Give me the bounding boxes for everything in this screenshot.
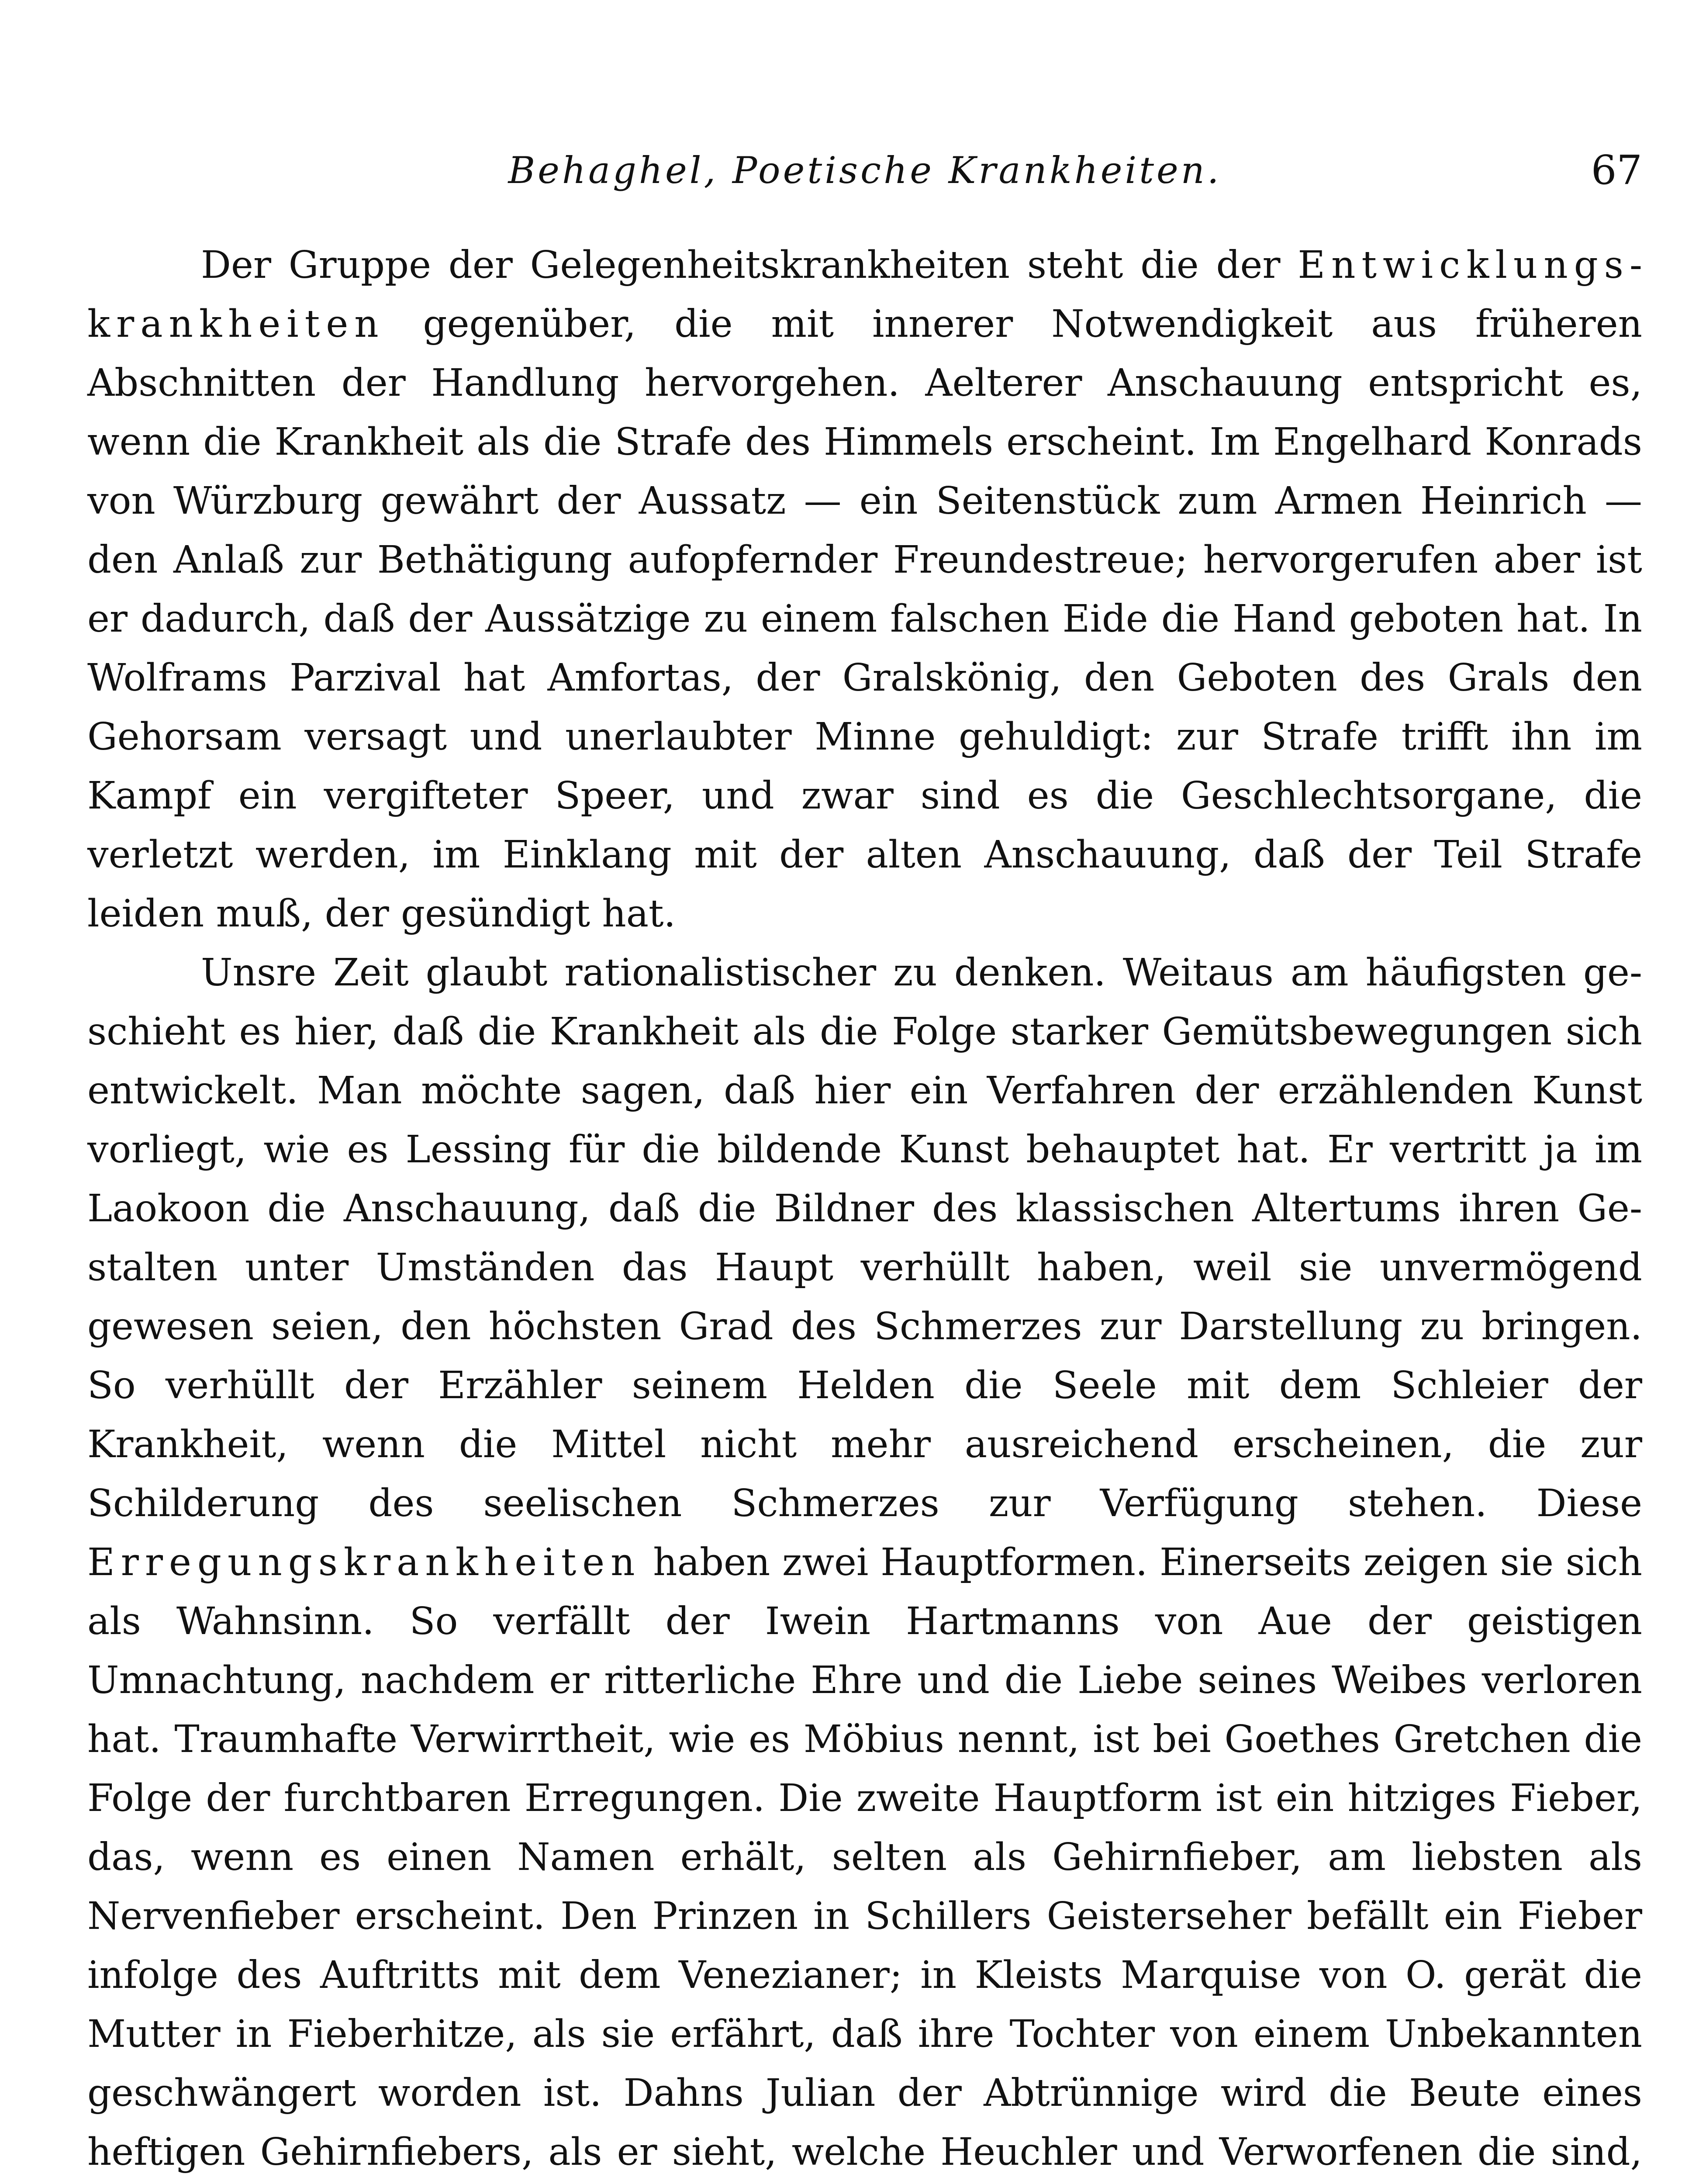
- spaced-term: Entwicklungskrankheiten: [87, 243, 1642, 346]
- spaced-term: Erregungskrankheiten: [87, 1541, 641, 1584]
- running-head: [87, 144, 1642, 197]
- running-title: Behaghel, Poetische Krankheiten.: [508, 149, 1222, 192]
- page-number: 67: [1591, 147, 1642, 194]
- paragraph-1: [87, 236, 1642, 943]
- text-segment: gegenüber, die mit innerer Notwendigkeit aus früheren Abschnitten der Handlung hervorgehen. Aelterer Anschauung entspricht es, wenn die Krankheit als die Strafe des Himmels erscheint. Im Engelhard Konrads von Würzburg gewährt der Aussatz — ein Seitenstück zum Armen Heinrich — den Anlaß zur Bethätigung aufopfernder Freundestreue; hervorgerufen aber ist er dadurch, daß der Aussätzige zu einem falschen Eide die Hand geboten hat. In Wolframs Parzival hat Amfortas, der Gralskönig, den Geboten des Grals den Gehorsam versagt und unerlaubter Minne gehuldigt: zur Strafe trifft ihn im Kampf ein vergifteter Speer, und zwar sind es die Geschlechtsorgane, die verletzt werden, im Einklang mit der alten Anschauung, daß der Teil Strafe leiden muß, der gesündigt hat.: [87, 302, 1642, 936]
- text-segment: Der Gruppe der Gelegenheitskrankheiten steht die der: [201, 243, 1298, 287]
- text-segment: haben zwei Hauptformen. Einerseits zeigen sie sich als Wahnsinn. So verfällt der Iwein Hartmanns von Aue der geistigen Umnachtung, nachdem er ritterliche Ehre und die Liebe seines Weibes verloren hat. Traumhafte Verwirrtheit, wie es Möbius nennt, ist bei Goethes Gretchen die Folge der furchtbaren Erregungen. Die zweite Hauptform ist ein hitziges Fieber, das, wenn es einen Namen erhält, selten als Gehirnfieber, am liebsten als Nervenfieber erscheint. Den Prinzen in Schillers Geisterseher befällt ein Fieber infolge des Auftritts mit dem Venezianer; in Kleists Marquise von O. gerät die Mutter in Fieberhitze, als sie erfährt, daß ihre Tochter von einem Unbekannten geschwängert worden ist. Dahns Julian der Abtrünnige wird die Beute eines heftigen Gehirnfiebers, als er sieht, welche Heuchler und Verworfenen die sind,: [87, 1541, 1642, 2174]
- body-text: [87, 236, 1642, 2184]
- paragraph-2: [87, 943, 1642, 2184]
- text-segment: Unsre Zeit glaubt rationalistischer zu denken. Weitaus am häufigsten geschieht es hier, daß die Krankheit als die Folge starker Gemütsbewegungen sich entwickelt. Man möchte sagen, daß hier ein Verfahren der erzählenden Kunst vorliegt, wie es Lessing für die bildende Kunst behauptet hat. Er vertritt ja im Laokoon die Anschauung, daß die Bildner des klassischen Altertums ihren Gestalten unter Umständen das Haupt verhüllt haben, weil sie unvermögend gewesen seien, den höchsten Grad des Schmerzes zur Darstellung zu bringen. So verhüllt der Erzähler seinem Helden die Seele mit dem Schleier der Krankheit, wenn die Mittel nicht mehr ausreichend erscheinen, die zur Schilderung des seelischen Schmerzes zur Verfügung stehen. Diese: [87, 951, 1642, 1525]
